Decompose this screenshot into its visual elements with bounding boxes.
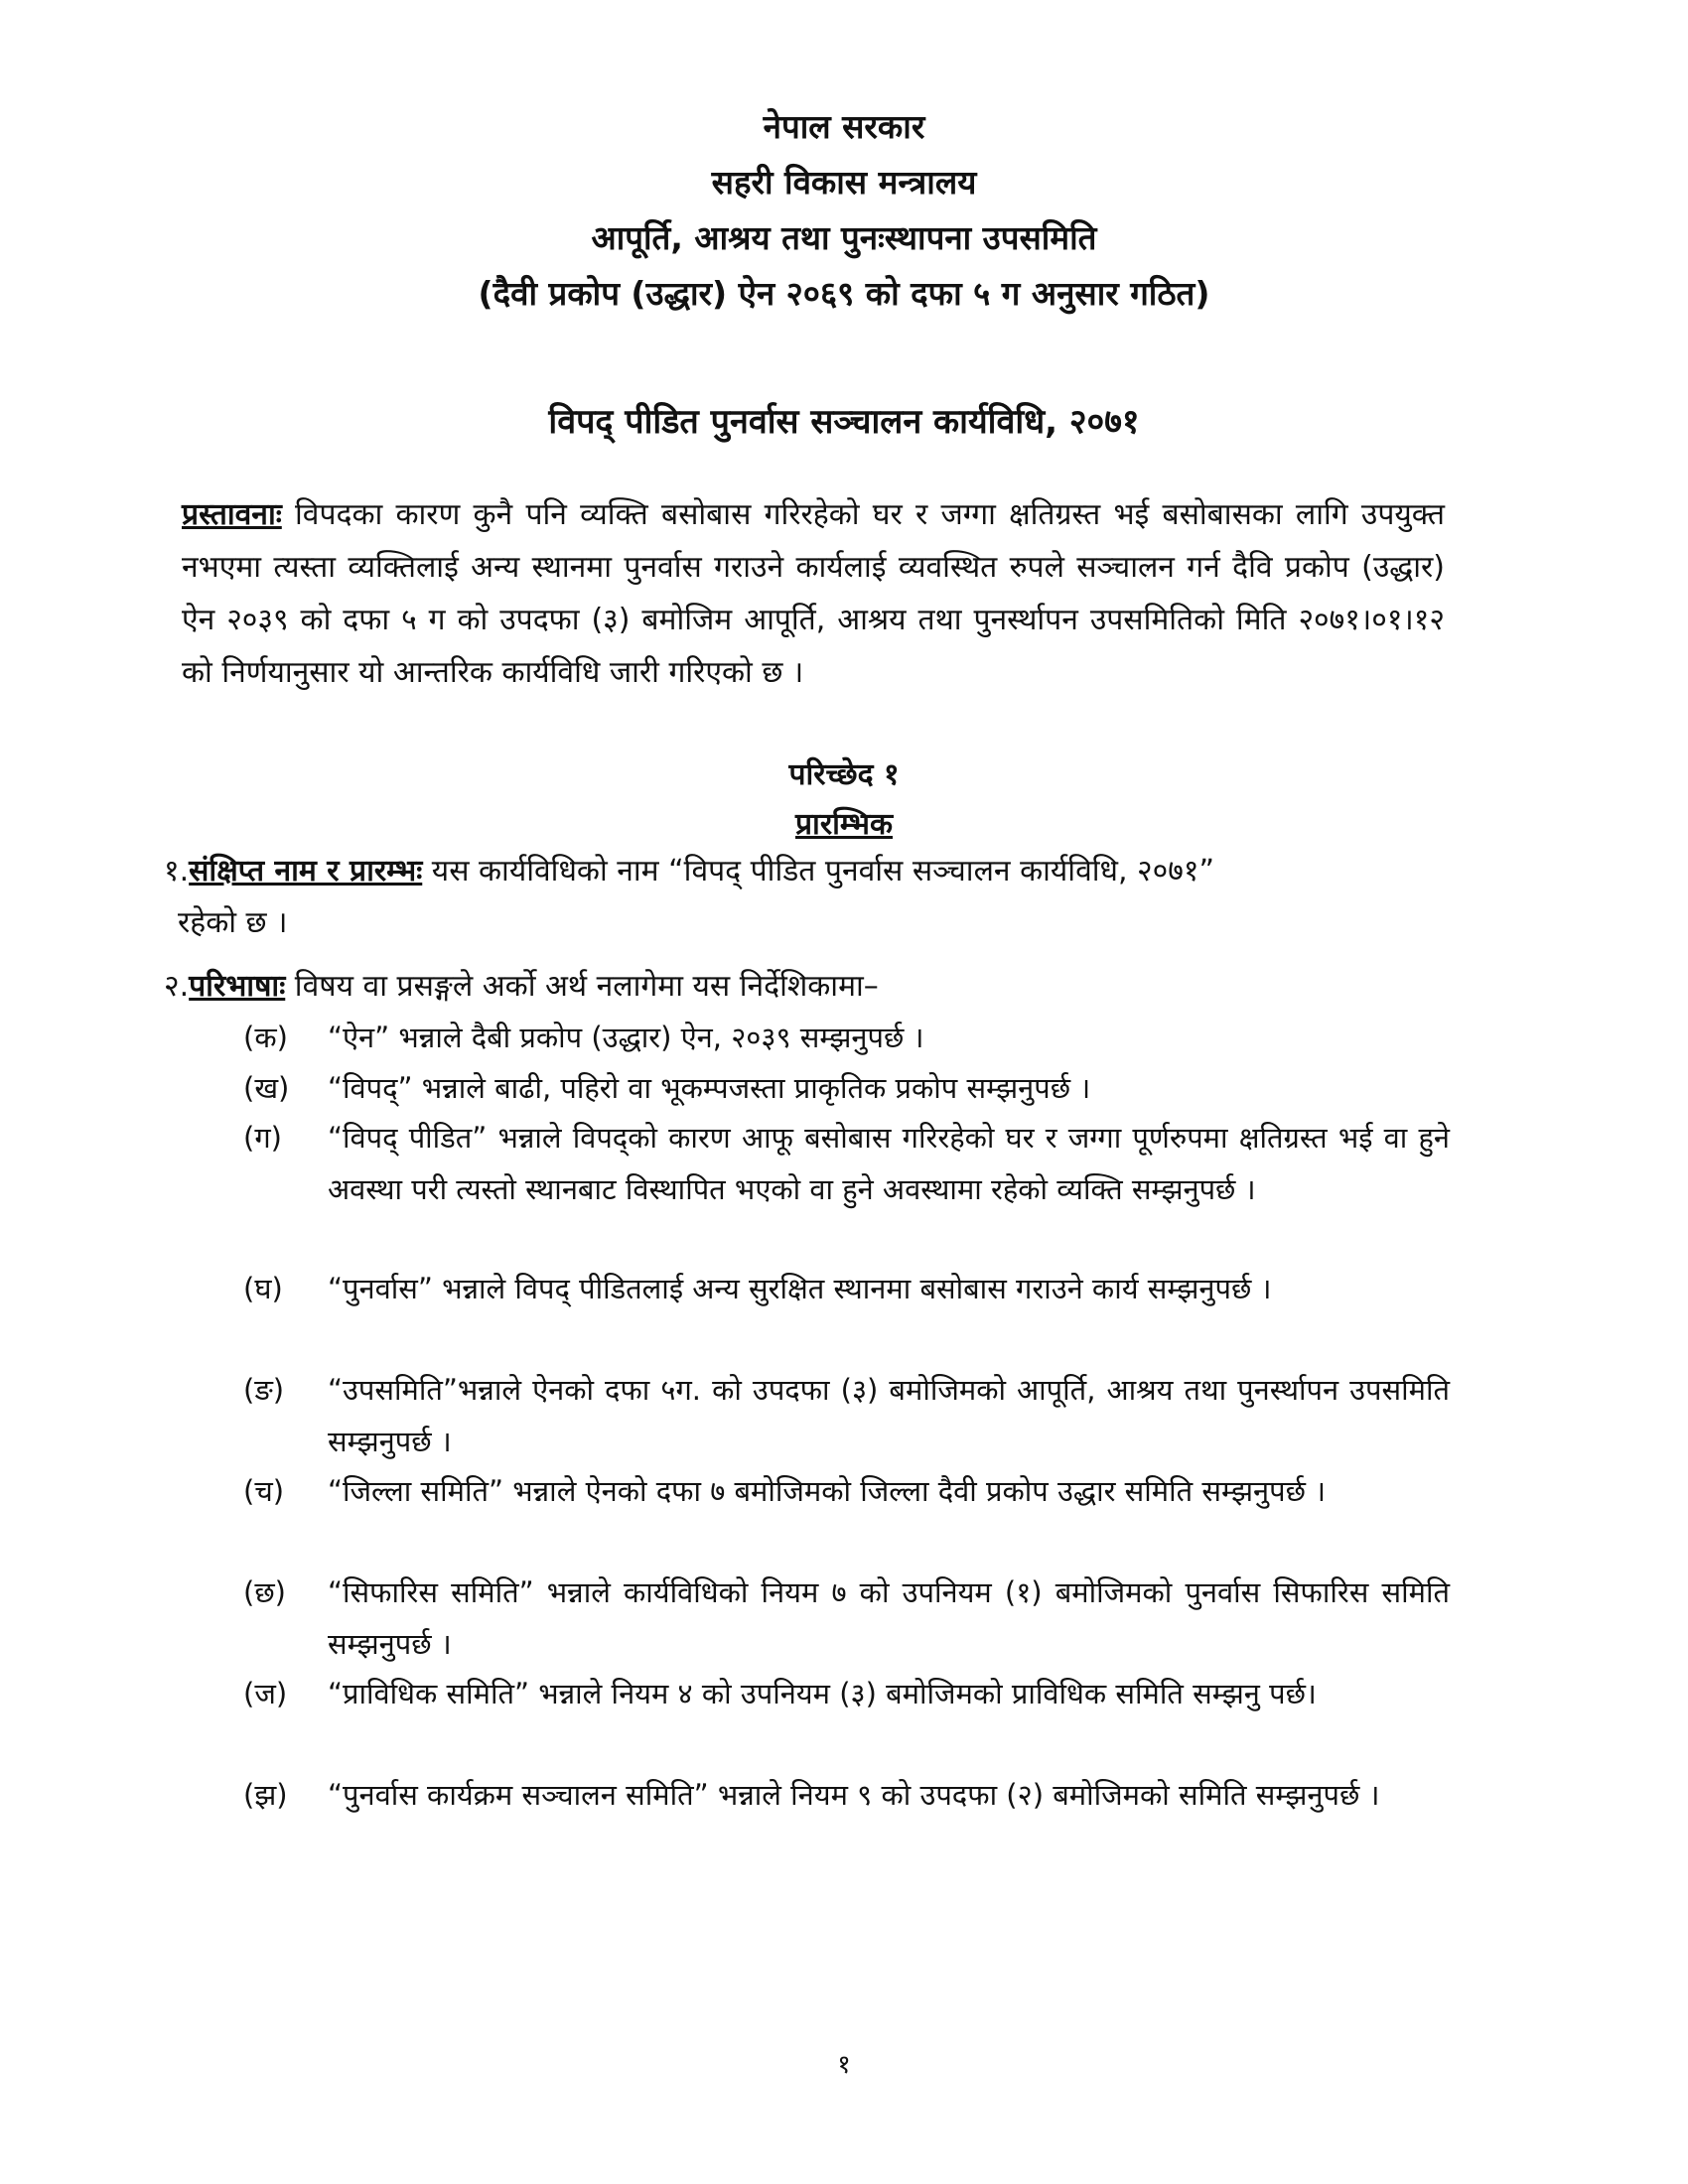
definition-mark: (ज) <box>243 1677 288 1710</box>
definition-text: “प्राविधिक समिति” भन्नाले नियम ४ को उपनियम (३) बमोजिमको प्राविधिक समिति सम्झनु पर्छ। <box>328 1677 1317 1710</box>
chapter-name: प्रारम्भिक <box>794 807 893 842</box>
chapter-number: परिच्छेद १ <box>788 757 900 792</box>
definition-jha <box>243 1769 1450 1821</box>
definition-mark: (ख) <box>243 1071 290 1105</box>
definition-cha <box>243 1465 1450 1517</box>
section-2-number: २. <box>164 969 190 1004</box>
definition-text: “पुनर्वास कार्यक्रम सञ्चालन समिति” भन्नाले नियम ९ को उपदफा (२) बमोजिमको समिति सम्झनुपर्छ । <box>328 1778 1380 1812</box>
definition-text: “उपसमिति”भन्नाले ऐनको दफा ५ग. को उपदफा (३) बमोजिमको आपूर्ति, आश्रय तथा पुनर्स्थापन उपसमिति सम्झनुपर्छ । <box>328 1373 1450 1458</box>
section-2-heading: परिभाषाः <box>189 969 286 1004</box>
definition-mark: (ग) <box>243 1121 282 1155</box>
section-2-text: विषय वा प्रसङ्गले अर्को अर्थ नलागेमा यस निर्देशिकामा– <box>285 969 879 1004</box>
definition-kha <box>243 1062 1450 1114</box>
definition-text: “जिल्ला समिति” भन्नाले ऐनको दफा ७ बमोजिमको जिल्ला दैवी प्रकोप उद्धार समिति सम्झनुपर्छ । <box>328 1474 1327 1508</box>
page-number: १ <box>837 2050 851 2080</box>
definition-ja <box>243 1668 1450 1719</box>
document-title: विपद् पीडित पुनर्वास सञ्चालन कार्यविधि, २०७१ <box>548 402 1140 442</box>
definition-gha <box>243 1263 1450 1314</box>
definition-text: “सिफारिस समिति” भन्नाले कार्यविधिको नियम ७ को उपनियम (१) बमोजिमको पुनर्वास सिफारिस समिति सम्झनुपर्छ । <box>328 1575 1450 1661</box>
header-ministry: सहरी विकास मन्त्रालय <box>711 163 977 202</box>
definition-ga <box>243 1112 1450 1215</box>
header-subcommittee: आपूर्ति, आश्रय तथा पुनःस्थापना उपसमिति <box>591 218 1097 257</box>
definition-text: “विपद् पीडित” भन्नाले विपद्को कारण आफू बसोबास गरिरहेको घर र जग्गा पूर्णरुपमा क्षतिग्रस्त भई वा हुने अवस्था परी त्यस्तो स्थानबाट विस्थापित भएको वा हुने अवस्थामा रहेको व्यक्ति सम्झनुपर्छ । <box>328 1121 1450 1206</box>
section-1-heading: संक्षिप्त नाम र प्रारम्भः <box>189 854 423 888</box>
section-1-text: यस कार्यविधिको नाम “विपद् पीडित पुनर्वास सञ्चालन कार्यविधि, २०७१” <box>422 854 1214 888</box>
section-1 <box>164 846 1445 949</box>
definition-nga <box>243 1364 1450 1467</box>
definition-text: “पुनर्वास” भन्नाले विपद् पीडितलाई अन्य सुरक्षित स्थानमा बसोबास गराउने कार्य सम्झनुपर्छ । <box>328 1272 1272 1305</box>
definition-mark: (झ) <box>243 1778 288 1812</box>
header-government: नेपाल सरकार <box>763 107 925 146</box>
section-2 <box>164 961 1445 1013</box>
preamble-label: प्रस्तावनाः <box>182 497 282 532</box>
definition-mark: (छ) <box>243 1575 286 1609</box>
preamble-text: विपदका कारण कुनै पनि व्यक्ति बसोबास गरिरहेको घर र जग्गा क्षतिग्रस्त भई बसोबासका लागि उपयुक्त नभएमा त्यस्ता व्यक्तिलाई अन्य स्थानमा पुनर्वास गराउने कार्यलाई व्यवस्थित रुपले सञ्चालन गर्न दैवि प्रकोप (उद्धार) ऐन २०३९ को दफा ५ ग को उपदफा (३) बमोजिम आपूर्ति, आश्रय तथा पुनर्स्थापन उपसमितिको मिति २०७१।०१।१२ को निर्णयानुसार यो आन्तरिक कार्यविधि जारी गरिएको छ । <box>182 497 1445 690</box>
definition-ka <box>243 1012 1450 1063</box>
preamble <box>182 488 1445 699</box>
definition-text: “ऐन” भन्नाले दैबी प्रकोप (उद्धार) ऐन, २०३९ सम्झनुपर्छ । <box>328 1021 924 1054</box>
definition-chha <box>243 1567 1450 1670</box>
section-1-number: १. <box>164 854 190 888</box>
definition-text: “विपद्” भन्नाले बाढी, पहिरो वा भूकम्पजस्ता प्राकृतिक प्रकोप सम्झनुपर्छ । <box>328 1071 1091 1105</box>
document-header <box>0 99 1688 322</box>
definition-mark: (घ) <box>243 1272 283 1305</box>
definition-mark: (च) <box>243 1474 285 1508</box>
header-legal-basis: (दैवी प्रकोप (उद्धार) ऐन २०६९ को दफा ५ ग अनुसार गठित) <box>478 274 1210 313</box>
definition-mark: (क) <box>243 1021 288 1054</box>
section-1-continuation: रहेको छ । <box>178 905 288 940</box>
definition-mark: (ङ) <box>243 1373 285 1407</box>
